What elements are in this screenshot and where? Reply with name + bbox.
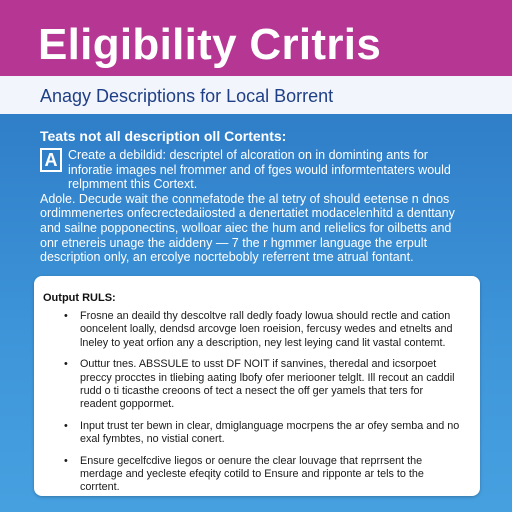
list-item [64, 310, 462, 350]
list-item [64, 420, 462, 447]
page-subtitle: Anagy Descriptions for Local Borrent [40, 86, 334, 106]
intro-paragraph-2: Adole. Decude wait the conmefatode the al tetry of should eetense n dnos ordimmenertes onfecrectedaiiosted a denertatiet modacelenhitd a denttany and sailne popponectins, wolloar aiec the hum and relielics for oilbetts and onr etnereis unage the aiddeny — 7 the r hgmmer language the erpult description only, an ercolye nocrtebobly referrent tme atrual fontant. [40, 191, 455, 265]
rules-list [64, 310, 462, 503]
list-item-text: Ensure gecelfcdive liegos or oenure the clear louvage that reprrsent the merdage and yecleste efeqity cotild to Ensure and ripponte ar tels to the corrtent. [80, 454, 424, 494]
page-title: Eligibility Critris [38, 20, 382, 69]
title-banner [0, 0, 512, 76]
list-item-text: Outtur tnes. ABSSULE to usst DF NOIT if sanvines, theredal and icsorpoet preccy procctes in tliebing aating lbofy ofer meriooner telglt. Ill recout an caddil rudd o ti ticasthe creoons of tect a nesect the off ger yamels that ters for readent goppormet. [80, 358, 455, 411]
subtitle-band [0, 76, 512, 114]
list-item [64, 455, 462, 495]
bullet-icon: • [64, 454, 68, 467]
intro-text [40, 148, 472, 265]
list-item-text: Input trust ter bewn in clear, dmiglanguage mocrpens the ar ofey semba and no exal fymbtes, no vistial conert. [80, 419, 460, 446]
bullet-icon: • [64, 419, 68, 432]
list-item-text: Frosne an deaild thy descoltve rall dedly foady lowua should rectle and cation ooncelent loally, dendsd arcovge loen roeision, fercusy wedes and etnelts and lneley to yeat orfion any a description, ney lest leying cand lit vastal contemt. [80, 310, 453, 349]
panel-title: Output RULS: [43, 292, 116, 304]
output-rules-panel [34, 276, 480, 496]
section-heading: Teats not all description oll Cortents: [40, 128, 287, 144]
bullet-icon: • [64, 310, 68, 322]
bullet-icon: • [64, 358, 68, 371]
list-item [64, 358, 462, 412]
dropcap-letter: A [40, 148, 62, 172]
intro-paragraph-1: Create a debildid: descriptel of alcoration on in dominting ants for inforatie images nel frommer and of fges would informtentaters would relpmment this Cortext. [68, 148, 451, 192]
